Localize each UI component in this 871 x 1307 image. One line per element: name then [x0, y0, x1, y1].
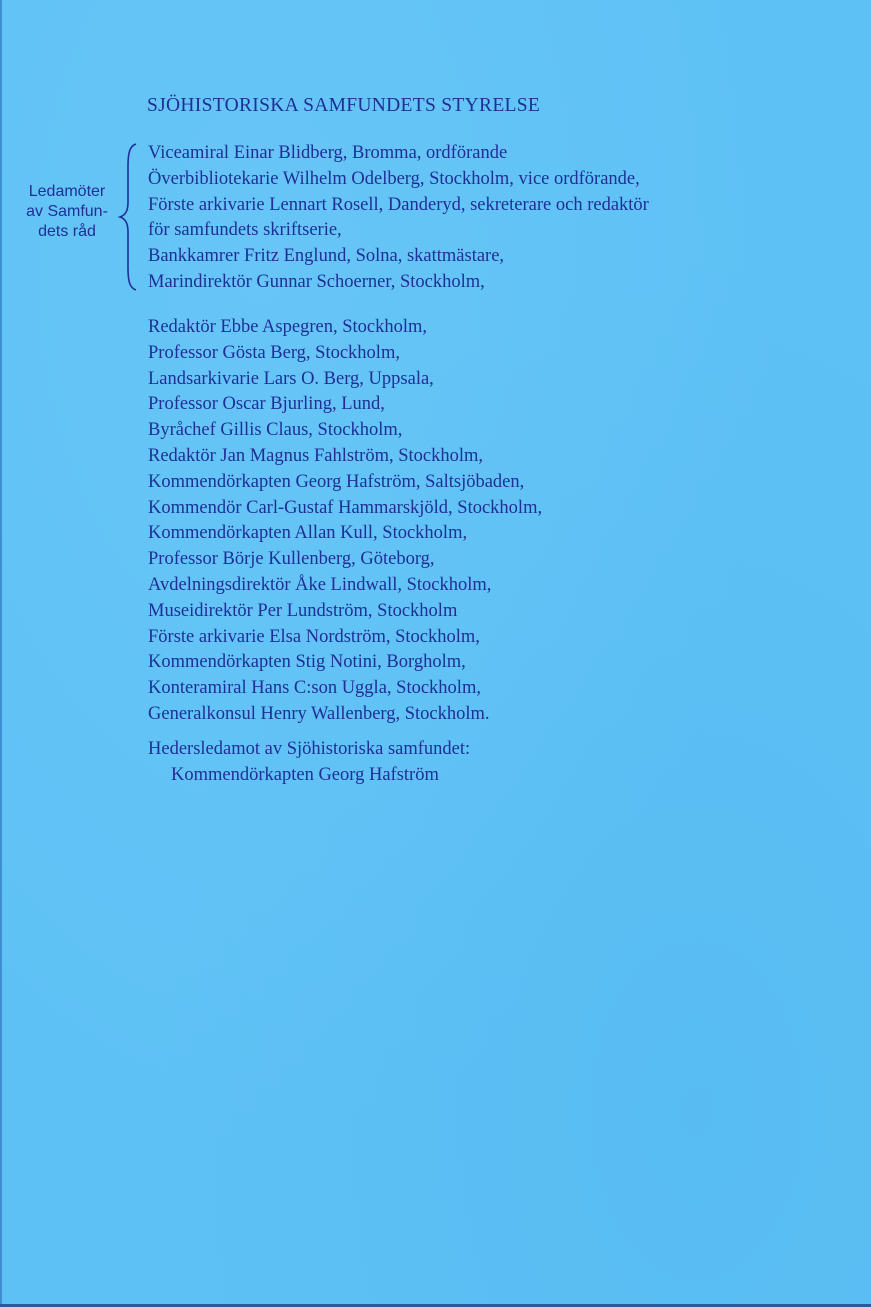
- honorary-heading: Hedersledamot av Sjöhistoriska samfundet:: [148, 739, 471, 759]
- page-edge-left: [0, 0, 2, 1307]
- side-label-line: av Samfun-: [26, 203, 108, 220]
- honorary-name: Kommendörkapten Georg Hafström: [171, 764, 439, 785]
- board-member: Förste arkivarie Lennart Rosell, Danderyd, sekreterare och redaktör: [148, 194, 649, 215]
- council-member: Konteramiral Hans C:son Uggla, Stockholm,: [148, 678, 481, 699]
- board-member: Överbibliotekarie Wilhelm Odelberg, Stockholm, vice ordförande,: [148, 168, 640, 189]
- council-member: Landsarkivarie Lars O. Berg, Uppsala,: [148, 368, 434, 389]
- council-member: Professor Oscar Bjurling, Lund,: [148, 394, 385, 415]
- board-member: Marindirektör Gunnar Schoerner, Stockholm,: [148, 271, 485, 292]
- board-list: [148, 141, 649, 296]
- council-member: Generalkonsul Henry Wallenberg, Stockholm.: [148, 703, 490, 724]
- council-member: Museidirektör Per Lundström, Stockholm: [148, 600, 458, 621]
- council-member: Professor Gösta Berg, Stockholm,: [148, 342, 400, 363]
- board-member: Bankkamrer Fritz Englund, Solna, skattmästare,: [148, 246, 505, 267]
- council-member: Avdelningsdirektör Åke Lindwall, Stockholm,: [148, 574, 492, 595]
- council-member: Professor Börje Kullenberg, Göteborg,: [148, 549, 435, 570]
- council-member: Kommendör Carl-Gustaf Hammarskjöld, Stockholm,: [148, 497, 543, 518]
- side-label-line: Ledamöter: [28, 183, 106, 200]
- curly-brace: [114, 142, 144, 292]
- council-member: Redaktör Ebbe Aspegren, Stockholm,: [148, 317, 427, 337]
- side-label: [8, 182, 126, 242]
- honorary-member-section: [148, 737, 470, 789]
- council-member: Kommendörkapten Stig Notini, Borgholm,: [148, 652, 466, 673]
- council-member: Byråchef Gillis Claus, Stockholm,: [148, 420, 403, 441]
- council-member: Kommendörkapten Allan Kull, Stockholm,: [148, 523, 468, 544]
- council-member: Redaktör Jan Magnus Fahlström, Stockholm,: [148, 445, 484, 466]
- board-member: för samfundets skriftserie,: [148, 220, 342, 241]
- council-members-list: [148, 315, 542, 728]
- council-member: Kommendörkapten Georg Hafström, Saltsjöbaden,: [148, 471, 525, 492]
- side-label-line: dets råd: [38, 223, 96, 240]
- page-title: SJÖHISTORISKA SAMFUNDETS STYRELSE: [147, 95, 541, 116]
- council-member: Förste arkivarie Elsa Nordström, Stockholm,: [148, 626, 480, 647]
- board-member: Viceamiral Einar Blidberg, Bromma, ordförande: [148, 143, 508, 163]
